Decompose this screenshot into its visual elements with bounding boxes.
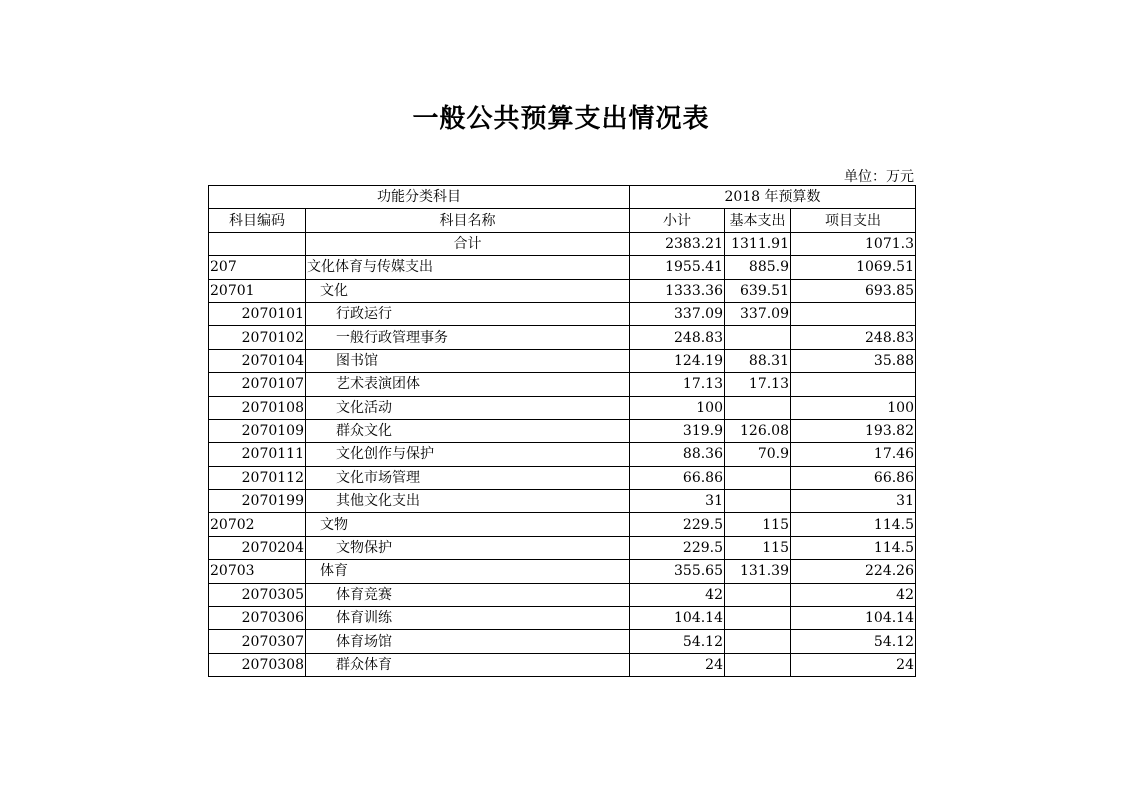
cell-subtotal: 337.09 bbox=[630, 302, 725, 325]
cell-name: 文化市场管理 bbox=[306, 466, 630, 489]
cell-name: 文化体育与传媒支出 bbox=[306, 256, 630, 279]
cell-code: 2070109 bbox=[209, 419, 306, 442]
cell-code: 2070104 bbox=[209, 349, 306, 372]
cell-code: 2070107 bbox=[209, 373, 306, 396]
header-column-row bbox=[209, 209, 916, 232]
cell-subtotal: 17.13 bbox=[630, 373, 725, 396]
cell-basic: 88.31 bbox=[725, 349, 791, 372]
cell-name: 文化 bbox=[306, 279, 630, 302]
cell-subtotal: 66.86 bbox=[630, 466, 725, 489]
cell-subtotal: 124.19 bbox=[630, 349, 725, 372]
table-row bbox=[209, 443, 916, 466]
cell-project: 24 bbox=[791, 653, 916, 676]
table-row bbox=[209, 232, 916, 255]
cell-project: 17.46 bbox=[791, 443, 916, 466]
cell-subtotal: 229.5 bbox=[630, 536, 725, 559]
cell-project: 42 bbox=[791, 583, 916, 606]
cell-basic: 131.39 bbox=[725, 560, 791, 583]
page-title: 一般公共预算支出情况表 bbox=[412, 104, 710, 134]
cell-project: 35.88 bbox=[791, 349, 916, 372]
cell-subtotal: 319.9 bbox=[630, 419, 725, 442]
cell-name: 一般行政管理事务 bbox=[306, 326, 630, 349]
cell-basic bbox=[725, 607, 791, 630]
cell-project: 104.14 bbox=[791, 607, 916, 630]
cell-name: 群众体育 bbox=[306, 653, 630, 676]
header-budget-2018: 2018 年预算数 bbox=[630, 186, 916, 209]
cell-basic bbox=[725, 326, 791, 349]
cell-name: 图书馆 bbox=[306, 349, 630, 372]
cell-basic: 17.13 bbox=[725, 373, 791, 396]
table-row bbox=[209, 630, 916, 653]
table-row bbox=[209, 326, 916, 349]
cell-project bbox=[791, 302, 916, 325]
cell-subtotal: 24 bbox=[630, 653, 725, 676]
cell-project: 1069.51 bbox=[791, 256, 916, 279]
table-row bbox=[209, 396, 916, 419]
table-row bbox=[209, 536, 916, 559]
table-row bbox=[209, 349, 916, 372]
cell-name: 体育场馆 bbox=[306, 630, 630, 653]
cell-subtotal: 54.12 bbox=[630, 630, 725, 653]
table-row bbox=[209, 466, 916, 489]
table-row bbox=[209, 302, 916, 325]
table-row bbox=[209, 513, 916, 536]
header-functional-category: 功能分类科目 bbox=[209, 186, 630, 209]
header-project: 项目支出 bbox=[791, 209, 916, 232]
table-row bbox=[209, 583, 916, 606]
cell-code: 2070307 bbox=[209, 630, 306, 653]
cell-subtotal: 1955.41 bbox=[630, 256, 725, 279]
header-code: 科目编码 bbox=[209, 209, 306, 232]
cell-subtotal: 42 bbox=[630, 583, 725, 606]
cell-name: 群众文化 bbox=[306, 419, 630, 442]
cell-basic bbox=[725, 583, 791, 606]
cell-project bbox=[791, 373, 916, 396]
cell-project: 224.26 bbox=[791, 560, 916, 583]
cell-basic bbox=[725, 630, 791, 653]
table-row bbox=[209, 279, 916, 302]
cell-code: 207 bbox=[209, 256, 306, 279]
table-row bbox=[209, 373, 916, 396]
cell-basic: 115 bbox=[725, 513, 791, 536]
cell-basic bbox=[725, 396, 791, 419]
cell-name: 行政运行 bbox=[306, 302, 630, 325]
cell-project: 31 bbox=[791, 490, 916, 513]
cell-name: 文化活动 bbox=[306, 396, 630, 419]
cell-basic: 70.9 bbox=[725, 443, 791, 466]
cell-basic: 639.51 bbox=[725, 279, 791, 302]
budget-table bbox=[208, 185, 916, 677]
unit-label: 单位：万元 bbox=[844, 169, 914, 185]
cell-subtotal: 2383.21 bbox=[630, 232, 725, 255]
table-row bbox=[209, 607, 916, 630]
cell-code: 20703 bbox=[209, 560, 306, 583]
cell-code: 2070305 bbox=[209, 583, 306, 606]
table-row bbox=[209, 653, 916, 676]
cell-name: 其他文化支出 bbox=[306, 490, 630, 513]
table-row bbox=[209, 419, 916, 442]
cell-code: 20701 bbox=[209, 279, 306, 302]
cell-project: 66.86 bbox=[791, 466, 916, 489]
cell-code: 2070102 bbox=[209, 326, 306, 349]
header-name: 科目名称 bbox=[306, 209, 630, 232]
cell-subtotal: 1333.36 bbox=[630, 279, 725, 302]
cell-name: 文物 bbox=[306, 513, 630, 536]
table-row bbox=[209, 560, 916, 583]
cell-subtotal: 100 bbox=[630, 396, 725, 419]
cell-name: 体育训练 bbox=[306, 607, 630, 630]
cell-project: 54.12 bbox=[791, 630, 916, 653]
cell-code: 2070199 bbox=[209, 490, 306, 513]
cell-basic: 337.09 bbox=[725, 302, 791, 325]
cell-project: 193.82 bbox=[791, 419, 916, 442]
cell-project: 114.5 bbox=[791, 513, 916, 536]
cell-code: 20702 bbox=[209, 513, 306, 536]
cell-basic: 126.08 bbox=[725, 419, 791, 442]
cell-name: 文化创作与保护 bbox=[306, 443, 630, 466]
cell-subtotal: 104.14 bbox=[630, 607, 725, 630]
cell-subtotal: 31 bbox=[630, 490, 725, 513]
cell-basic: 115 bbox=[725, 536, 791, 559]
cell-basic bbox=[725, 466, 791, 489]
cell-code: 2070112 bbox=[209, 466, 306, 489]
cell-project: 100 bbox=[791, 396, 916, 419]
cell-code: 2070204 bbox=[209, 536, 306, 559]
cell-project: 693.85 bbox=[791, 279, 916, 302]
cell-name: 文物保护 bbox=[306, 536, 630, 559]
header-subtotal: 小计 bbox=[630, 209, 725, 232]
cell-code: 2070108 bbox=[209, 396, 306, 419]
cell-subtotal: 88.36 bbox=[630, 443, 725, 466]
cell-code: 2070111 bbox=[209, 443, 306, 466]
cell-basic bbox=[725, 490, 791, 513]
cell-code: 2070306 bbox=[209, 607, 306, 630]
header-basic: 基本支出 bbox=[725, 209, 791, 232]
cell-code: 2070101 bbox=[209, 302, 306, 325]
cell-code: 2070308 bbox=[209, 653, 306, 676]
cell-project: 114.5 bbox=[791, 536, 916, 559]
cell-basic: 1311.91 bbox=[725, 232, 791, 255]
cell-basic bbox=[725, 653, 791, 676]
cell-basic: 885.9 bbox=[725, 256, 791, 279]
cell-project: 1071.3 bbox=[791, 232, 916, 255]
cell-project: 248.83 bbox=[791, 326, 916, 349]
header-group-row bbox=[209, 186, 916, 209]
cell-name: 体育竞赛 bbox=[306, 583, 630, 606]
cell-name: 艺术表演团体 bbox=[306, 373, 630, 396]
table-row bbox=[209, 490, 916, 513]
cell-subtotal: 229.5 bbox=[630, 513, 725, 536]
cell-name: 合计 bbox=[306, 232, 630, 255]
cell-subtotal: 355.65 bbox=[630, 560, 725, 583]
cell-name: 体育 bbox=[306, 560, 630, 583]
cell-subtotal: 248.83 bbox=[630, 326, 725, 349]
table-row bbox=[209, 256, 916, 279]
cell-code bbox=[209, 232, 306, 255]
